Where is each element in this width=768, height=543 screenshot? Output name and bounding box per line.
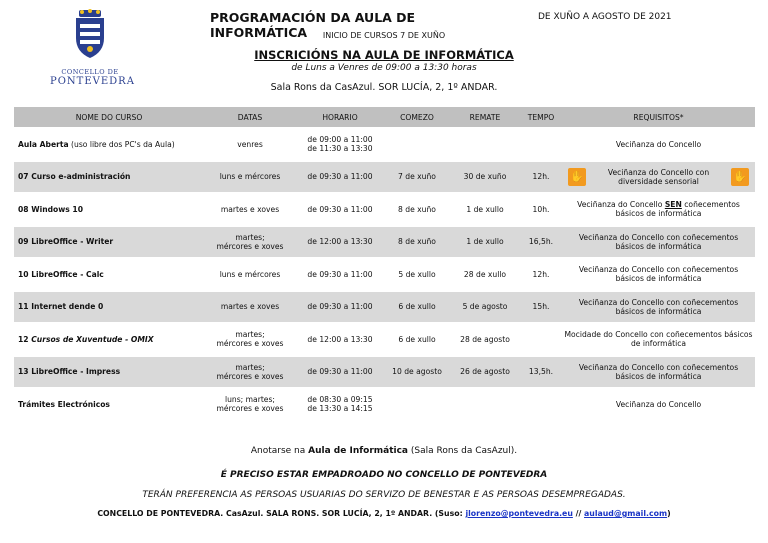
col-header: COMEZO [384, 107, 450, 128]
course-days: martes e xoves [204, 291, 296, 324]
course-requirements: Veciñanza do Concello [562, 128, 755, 161]
signup-note [0, 446, 768, 456]
course-name: Cursos de Xuventude - OMIX [31, 334, 154, 344]
course-name: 09 LibreOffice - Writer [14, 226, 204, 259]
course-requirements: Veciñanza do Concello [562, 388, 755, 421]
course-duration: 12h. [520, 161, 562, 194]
course-end [450, 388, 520, 421]
email-link-2[interactable]: aulaud@gmail.com [584, 509, 668, 518]
course-days: luns e mércores [204, 258, 296, 291]
table-row [14, 291, 755, 324]
course-start: INICIO DE CURSOS 7 DE XUÑO [322, 31, 446, 40]
page-title: PROGRAMACIÓN DA AULA DE INFORMÁTICA [210, 10, 416, 40]
inscriptions-title: INSCRICIÓNS NA AULA DE INFORMÁTICA [254, 48, 514, 62]
course-end: 28 de agosto [450, 323, 520, 356]
course-start: 8 de xuño [384, 193, 450, 226]
course-requirements: Veciñanza do Concello con coñecementos básicos de informática [562, 258, 755, 291]
inscription-hours: de Luns a Venres de 09:00 a 13:30 horas [291, 63, 477, 73]
col-header: HORARIO [296, 107, 384, 128]
course-start: 6 de xullo [384, 323, 450, 356]
table-row [14, 323, 755, 356]
course-name: Trámites Electrónicos [14, 388, 204, 421]
course-requirements: Veciñanza do Concello con diversidade sensorial [607, 167, 710, 186]
course-end: 1 de xullo [450, 226, 520, 259]
contact-sep: // [572, 509, 585, 518]
course-duration [520, 323, 562, 356]
course-days: martes; mércores e xoves [204, 226, 296, 259]
course-requirements: Veciñanza do Concello con coñecementos básicos de informática [562, 226, 755, 259]
course-hours: de 09:30 a 11:00 [296, 258, 384, 291]
req-part: Veciñanza do Concello [577, 200, 665, 210]
course-name: 13 LibreOffice - Impress [14, 356, 204, 389]
logo-line1: CONCELLO DE [61, 68, 119, 76]
date-range: DE XUÑO A AGOSTO DE 2021 [538, 12, 672, 22]
course-requirements: Veciñanza do Concello con coñecementos básicos de informática [562, 291, 755, 324]
course-name: 11 Internet dende 0 [14, 291, 204, 324]
col-header: REMATE [450, 107, 520, 128]
course-duration [520, 128, 562, 161]
course-requirements: Mocidade do Concello con coñecementos básicos de informática [562, 323, 755, 356]
course-duration: 10h. [520, 193, 562, 226]
table-row [14, 356, 755, 389]
course-start [384, 128, 450, 161]
preference-note: TERÁN PREFERENCIA AS PERSOAS USUARIAS DO SERVIZO DE BENESTAR E AS PERSOAS DESEMPREGADAS. [142, 490, 626, 500]
col-header: REQUISITOS* [562, 107, 755, 128]
course-days: venres [204, 128, 296, 161]
note-text: (Sala Rons da CasAzul). [408, 446, 518, 456]
course-days: martes e xoves [204, 193, 296, 226]
course-name: 07 Curso e-administración [14, 161, 204, 194]
course-end: 5 de agosto [450, 291, 520, 324]
course-days: luns; martes; mércores e xoves [204, 388, 296, 421]
course-days: martes; mércores e xoves [204, 356, 296, 389]
course-hours: de 09:30 a 11:00 [296, 356, 384, 389]
course-hours: de 12:00 a 13:30 [296, 226, 384, 259]
table-row [14, 161, 755, 194]
course-start: 5 de xullo [384, 258, 450, 291]
email-link-1[interactable]: jlorenzo@pontevedra.eu [465, 509, 573, 518]
course-hours: de 09:30 a 11:00 [296, 291, 384, 324]
course-start: 10 de agosto [384, 356, 450, 389]
course-start: 6 de xullo [384, 291, 450, 324]
req-emphasis: SEN [664, 200, 682, 210]
col-header: TEMPO [520, 107, 562, 128]
course-hours: de 12:00 a 13:30 [296, 323, 384, 356]
course-table [14, 107, 755, 422]
course-hours: de 08:30 a 09:15 de 13:30 a 14:15 [296, 388, 384, 421]
logo-line2: PONTEVEDRA [50, 76, 135, 87]
table-row [14, 193, 755, 226]
req-part: coñecementos básicos de informática [615, 200, 740, 219]
contact-address: CONCELLO DE PONTEVEDRA. CasAzul. SALA RONS. SOR LUCÍA, 2, 1º ANDAR. (Suso: [97, 509, 466, 518]
course-start: 8 de xuño [384, 226, 450, 259]
course-end [450, 128, 520, 161]
course-days: martes; mércores e xoves [204, 323, 296, 356]
table-row [14, 128, 755, 161]
sign-language-icon: ✋ [568, 168, 586, 186]
course-end: 1 de xullo [450, 193, 520, 226]
course-duration: 13,5h. [520, 356, 562, 389]
course-requirements: Veciñanza do Concello con coñecementos básicos de informática [562, 356, 755, 389]
course-end: 26 de agosto [450, 356, 520, 389]
course-duration: 12h. [520, 258, 562, 291]
contact-close: ) [667, 509, 671, 518]
course-days: luns e mércores [204, 161, 296, 194]
course-end: 28 de xullo [450, 258, 520, 291]
sign-language-icon: ✋ [731, 168, 749, 186]
note-text: Anotarse na [250, 446, 309, 456]
course-name: Aula Aberta [18, 139, 69, 149]
course-hours: de 09:30 a 11:00 [296, 193, 384, 226]
course-requirements [562, 193, 755, 226]
course-duration: 16,5h. [520, 226, 562, 259]
table-header-row [14, 107, 755, 128]
course-duration: 15h. [520, 291, 562, 324]
col-header: NOME DO CURSO [14, 107, 204, 128]
course-name: 08 Windows 10 [14, 193, 204, 226]
table-row [14, 258, 755, 291]
note-bold: Aula de Informática [308, 446, 409, 456]
course-hours: de 09:30 a 11:00 [296, 161, 384, 194]
course-hours: de 09:00 a 11:00 de 11:30 a 13:30 [296, 128, 384, 161]
col-header: DATAS [204, 107, 296, 128]
course-start: 7 de xuño [384, 161, 450, 194]
course-name-prefix: 12 [18, 334, 32, 344]
course-name: 10 LibreOffice - Calc [14, 258, 204, 291]
course-duration [520, 388, 562, 421]
table-row [14, 388, 755, 421]
course-start [384, 388, 450, 421]
inscription-place: Sala Rons da CasAzul. SOR LUCÍA, 2, 1º ANDAR. [270, 82, 498, 93]
course-end: 30 de xuño [450, 161, 520, 194]
registration-required: É PRECISO ESTAR EMPADROADO NO CONCELLO DE PONTEVEDRA [220, 470, 548, 480]
table-row [14, 226, 755, 259]
course-name-suffix: (uso libre dos PC's da Aula) [68, 139, 175, 149]
contact-line [0, 509, 768, 518]
